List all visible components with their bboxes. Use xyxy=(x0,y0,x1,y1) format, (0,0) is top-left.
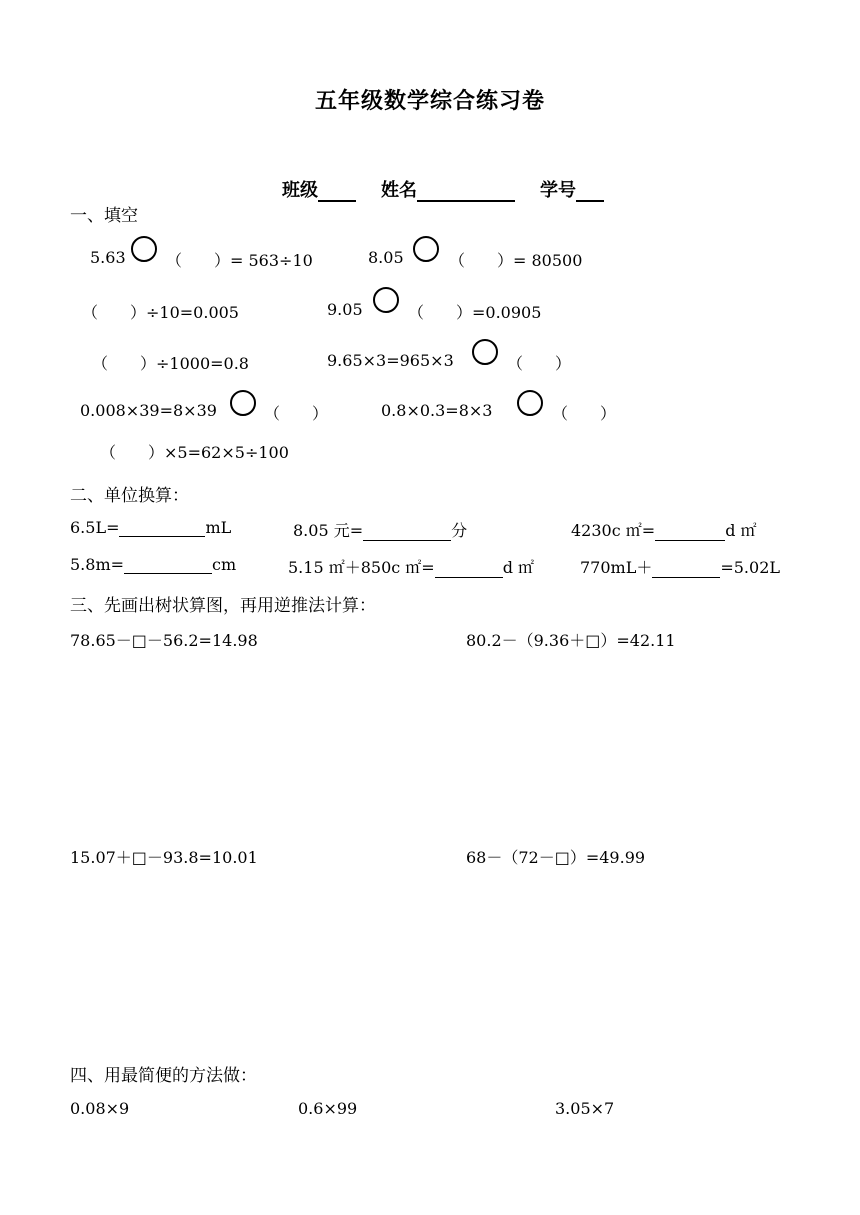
unit-conv-2-blank[interactable] xyxy=(363,523,451,541)
unit-conv-1 xyxy=(70,518,231,537)
class-field xyxy=(282,176,356,202)
section4-heading: 四、用最简便的方法做： xyxy=(70,1066,257,1086)
simple-problem-3: 3.05×7 xyxy=(555,1099,615,1118)
unit-conv-1-blank[interactable] xyxy=(119,519,205,537)
compare-circle-3[interactable] xyxy=(373,287,399,313)
section1-heading: 一、填空 xyxy=(70,206,138,226)
id-blank[interactable] xyxy=(576,182,604,202)
fill-item-4-left: 9.05 xyxy=(327,300,363,319)
unit-conv-4 xyxy=(70,555,236,574)
unit-conv-2-before: 8.05 元= xyxy=(293,521,364,540)
simple-problem-2: 0.6×99 xyxy=(298,1099,358,1118)
fill-item-8-left: 0.8×0.3=8×3 xyxy=(381,401,493,420)
unit-conv-2 xyxy=(293,518,467,541)
unit-conv-6-after: =5.02L xyxy=(720,558,780,577)
fill-item-7-right: （ ） xyxy=(264,404,329,423)
class-blank[interactable] xyxy=(318,182,356,202)
fill-item-6-left: 9.65×3=965×3 xyxy=(327,351,454,370)
fill-item-9: （ ）×5=62×5÷100 xyxy=(100,443,289,462)
tree-problem-4: 68－（72－□）=49.99 xyxy=(466,848,646,867)
fill-item-3: （ ）÷10=0.005 xyxy=(82,303,239,322)
unit-conv-3-after: d ㎡ xyxy=(725,521,757,540)
fill-item-1-left: 5.63 xyxy=(90,248,126,267)
fill-item-6-right: （ ） xyxy=(507,354,572,373)
page-title: 五年级数学综合练习卷 xyxy=(314,88,545,114)
id-label: 学号 xyxy=(540,180,576,201)
unit-conv-5-blank[interactable] xyxy=(435,560,503,578)
unit-conv-6-before: 770mL＋ xyxy=(580,558,653,577)
unit-conv-3-before: 4230c ㎡= xyxy=(571,521,656,540)
id-field xyxy=(540,176,604,202)
unit-conv-4-after: cm xyxy=(212,555,237,574)
tree-problem-2: 80.2－（9.36＋□）=42.11 xyxy=(466,631,676,650)
unit-conv-5-after: d ㎡ xyxy=(502,558,535,577)
tree-problem-3: 15.07＋□－93.8=10.01 xyxy=(70,848,258,867)
compare-circle-6[interactable] xyxy=(517,390,543,416)
unit-conv-4-blank[interactable] xyxy=(124,556,212,574)
unit-conv-5-before: 5.15 ㎡＋850c ㎡= xyxy=(288,558,435,577)
fill-item-2-left: 8.05 xyxy=(368,248,404,267)
fill-item-5: （ ）÷1000=0.8 xyxy=(92,354,249,373)
unit-conv-5 xyxy=(288,555,534,578)
simple-problem-1: 0.08×9 xyxy=(70,1099,130,1118)
unit-conv-1-before: 6.5L= xyxy=(70,518,120,537)
fill-item-1-right: （ ）= 563÷10 xyxy=(166,251,313,270)
section2-heading: 二、单位换算： xyxy=(70,486,189,506)
compare-circle-5[interactable] xyxy=(230,390,256,416)
compare-circle-2[interactable] xyxy=(413,236,439,262)
compare-circle-1[interactable] xyxy=(131,236,157,262)
unit-conv-4-before: 5.8m= xyxy=(70,555,125,574)
compare-circle-4[interactable] xyxy=(472,339,498,365)
unit-conv-2-after: 分 xyxy=(451,521,468,540)
name-label: 姓名 xyxy=(381,180,417,201)
fill-item-2-right: （ ）= 80500 xyxy=(449,251,583,270)
unit-conv-3 xyxy=(571,518,757,541)
fill-item-7-left: 0.008×39=8×39 xyxy=(80,401,217,420)
tree-problem-1: 78.65－□－56.2=14.98 xyxy=(70,631,258,650)
unit-conv-6 xyxy=(580,555,780,578)
class-label: 班级 xyxy=(282,180,318,201)
fill-item-4-right: （ ）=0.0905 xyxy=(408,303,542,322)
unit-conv-1-after: mL xyxy=(205,518,232,537)
name-field xyxy=(381,176,515,202)
name-blank[interactable] xyxy=(417,182,515,202)
unit-conv-3-blank[interactable] xyxy=(655,523,725,541)
unit-conv-6-blank[interactable] xyxy=(652,560,720,578)
section3-heading: 三、先画出树状算图，再用逆推法计算： xyxy=(70,596,376,616)
fill-item-8-right: （ ） xyxy=(552,404,617,423)
